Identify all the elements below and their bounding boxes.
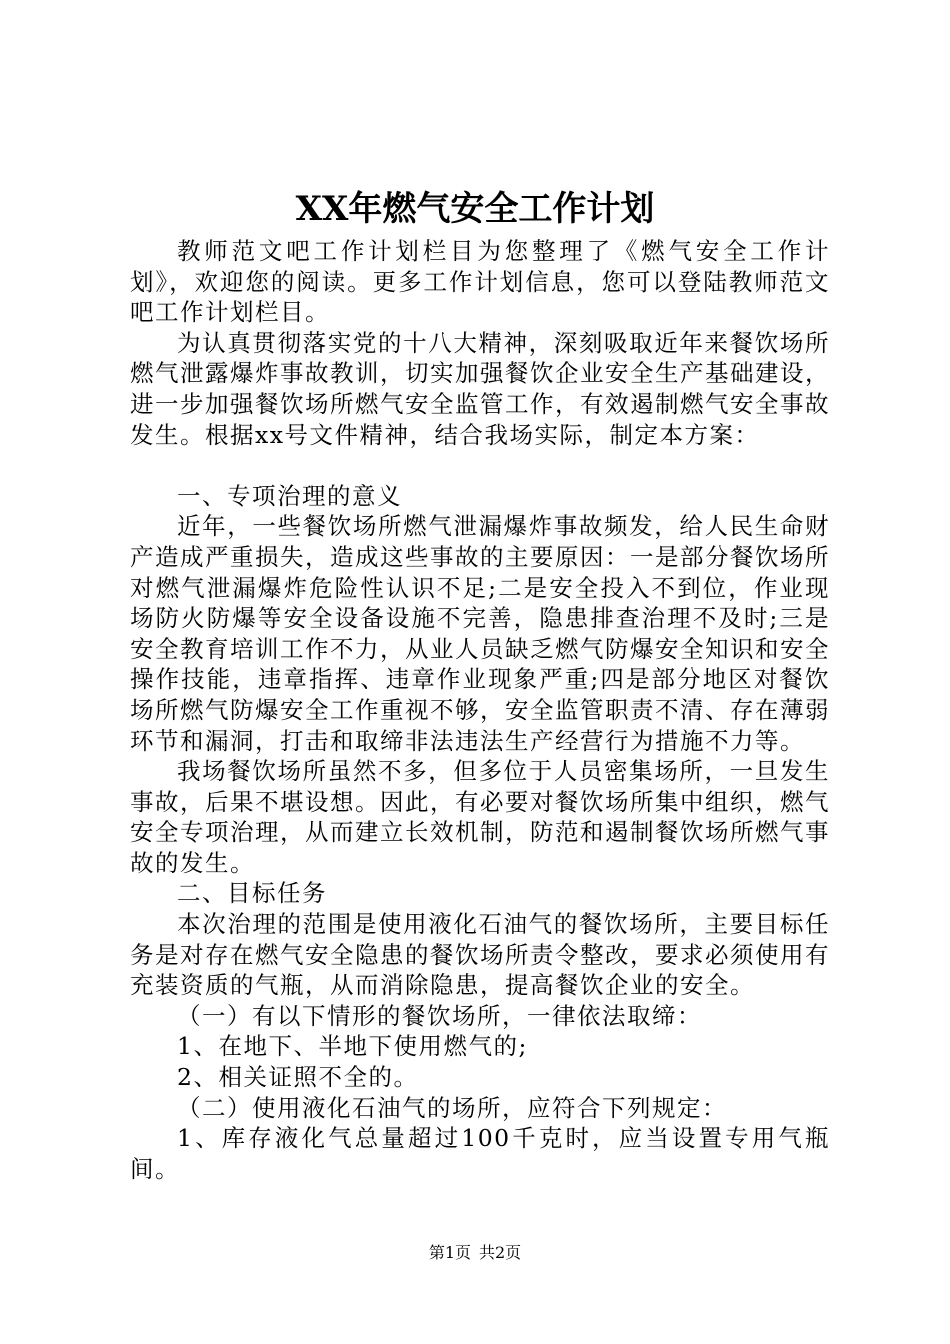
necessity-paragraph: 我场餐饮场所虽然不多，但多位于人员密集场所，一旦发生事故，后果不堪设想。因此，有必要对餐饮场所集中组织，燃气安全专项治理，从而建立长效机制，防范和遏制餐饮场所燃气事故的发生。 [130,757,830,877]
subsection-heading-ban: （一）有以下情形的餐饮场所，一律依法取缔： [177,1001,702,1030]
page-total: 共2页 [479,1243,522,1262]
scope-paragraph: 本次治理的范围是使用液化石油气的餐饮场所，主要目标任务是对存在燃气安全隐患的餐饮场所责令整改，要求必须使用有充装资质的气瓶，从而消除隐患，提高餐饮企业的安全。 [130,910,830,1000]
page-footer [0,1242,950,1264]
section-heading-significance: 一、专项治理的意义 [177,481,402,510]
section-heading-goals: 二、目标任务 [177,879,327,908]
page-number: 第1页 [428,1243,471,1262]
purpose-paragraph: 为认真贯彻落实党的十八大精神，深刻吸取近年来餐饮场所燃气泄露爆炸事故教训，切实加强餐饮企业安全生产基础建设，进一步加强餐饮场所燃气安全监管工作，有效遏制燃气安全事故发生。根据xx号文件精神，结合我场实际，制定本方案： [130,328,830,449]
subsection-heading-rules: （二）使用液化石油气的场所，应符合下列规定： [177,1093,727,1122]
document-body [130,236,830,1184]
causes-paragraph: 近年，一些餐饮场所燃气泄漏爆炸事故频发，给人民生命财产造成严重损失，造成这些事故的主要原因：一是部分餐饮场所对燃气泄漏爆炸危险性认识不足;二是安全投入不到位，作业现场防火防爆等安全设备设施不完善，隐患排查治理不及时;三是安全教育培训工作不力，从业人员缺乏燃气防爆安全知识和安全操作技能，违章指挥、违章作业现象严重;四是部分地区对餐饮场所燃气防爆安全工作重视不够，安全监管职责不清、存在薄弱环节和漏洞，打击和取缔非法违法生产经营行为措施不力等。 [130,512,830,755]
list-item: 1、库存液化气总量超过100千克时，应当设置专用气瓶间。 [130,1124,830,1183]
intro-paragraph: 教师范文吧工作计划栏目为您整理了《燃气安全工作计划》，欢迎您的阅读。更多工作计划信息，您可以登陆教师范文吧工作计划栏目。 [130,237,830,327]
document-title: XX年燃气安全工作计划 [295,189,655,229]
list-item: 1、在地下、半地下使用燃气的; [177,1032,528,1061]
list-item: 2、相关证照不全的。 [177,1063,419,1092]
